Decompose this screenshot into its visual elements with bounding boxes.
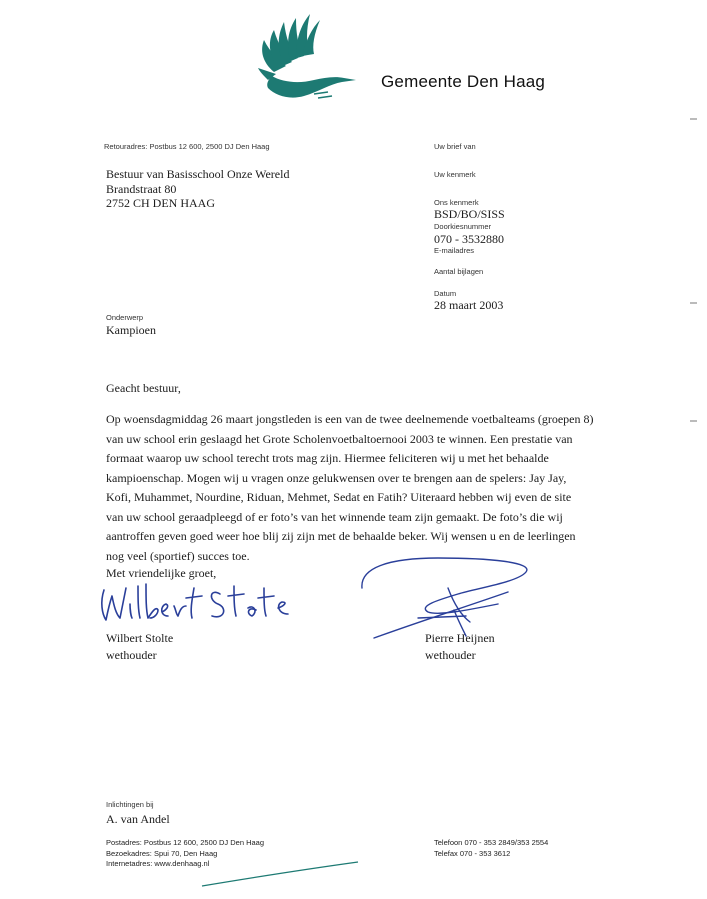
ons-kenmerk-label: Ons kenmerk	[434, 198, 479, 207]
salutation: Geacht bestuur,	[106, 381, 181, 395]
datum-label: Datum	[434, 289, 457, 298]
footer-swoosh	[200, 858, 360, 893]
signatory-name: Pierre Heijnen	[425, 631, 495, 645]
closing: Met vriendelijke groet,	[106, 566, 217, 580]
email-label: E-mailadres	[434, 246, 475, 255]
subject-value: Kampioen	[106, 323, 156, 337]
footer-phone	[434, 838, 548, 859]
ons-kenmerk-value: BSD/BO/SISS	[434, 207, 505, 221]
doorkiesnummer-label: Doorkiesnummer	[434, 222, 492, 231]
postadres: Postadres: Postbus 12 600, 2500 DJ Den Haag	[106, 838, 265, 847]
body-line: Kofi, Muhammet, Nourdine, Riduan, Mehmet, Sedat en Fatih? Uiteraard hebben wij even de site	[106, 490, 572, 504]
signatory-role: wethouder	[425, 648, 476, 662]
datum-value: 28 maart 2003	[434, 298, 504, 312]
stork-logo-icon	[254, 10, 364, 104]
bijlagen-label: Aantal bijlagen	[434, 267, 484, 276]
body-line: Op woensdagmiddag 26 maart jongstleden is een van de twee deelnemende voetbalteams (groepen 8)	[106, 412, 594, 426]
subject-label: Onderwerp	[106, 313, 144, 322]
signatory-block	[425, 630, 495, 664]
fold-mark	[690, 302, 697, 304]
signature-stolte-icon	[98, 580, 293, 633]
recipient-line: 2752 CH DEN HAAG	[106, 196, 215, 210]
body-line: nog veel (sportief) succes toe.	[106, 548, 250, 563]
signatory-block	[106, 630, 173, 664]
body-line: aantroffen geven goed weer hoe blij zij zijn met de behaalde beker. Wij wensen u en de leerlingen	[106, 529, 576, 543]
letter-body	[106, 410, 666, 566]
uw-brief-label: Uw brief van	[434, 142, 476, 151]
body-line: formaat waarop uw school terecht trots mag zijn. Hiermee feliciteren wij u met het behaalde	[106, 451, 549, 465]
telefoon: Telefoon 070 - 353 2849/353 2554	[434, 838, 549, 847]
recipient-line: Bestuur van Basisschool Onze Wereld	[106, 167, 290, 181]
info-name: A. van Andel	[106, 812, 170, 826]
organization-name: Gemeente Den Haag	[381, 72, 546, 91]
recipient-address	[106, 167, 289, 211]
info-label: Inlichtingen bij	[106, 800, 154, 809]
fold-mark	[690, 420, 697, 422]
signatory-name: Wilbert Stolte	[106, 631, 174, 645]
fold-mark	[690, 118, 697, 120]
body-line: van uw school geraadpleegd of er foto’s van het winnende team zijn gemaakt. De foto’s die wij	[106, 509, 563, 524]
doorkiesnummer-value: 070 - 3532880	[434, 232, 504, 246]
uw-kenmerk-label: Uw kenmerk	[434, 170, 476, 179]
telefax: Telefax 070 - 353 3612	[434, 848, 511, 858]
return-address: Retouradres: Postbus 12 600, 2500 DJ Den Haag	[104, 142, 270, 151]
bezoekadres: Bezoekadres: Spui 70, Den Haag	[106, 848, 218, 858]
recipient-line: Brandstraat 80	[106, 181, 177, 196]
body-line: van uw school erin geslaagd het Grote Scholenvoetbaltoernooi 2003 te winnen. Een prestatie van	[106, 431, 573, 446]
body-line: kampioenschap. Mogen wij u vragen onze gelukwensen over te brengen aan de spelers: Jay Jay,	[106, 470, 567, 485]
signatory-role: wethouder	[106, 648, 157, 662]
internetadres: Internetadres: www.denhaag.nl	[106, 859, 210, 868]
